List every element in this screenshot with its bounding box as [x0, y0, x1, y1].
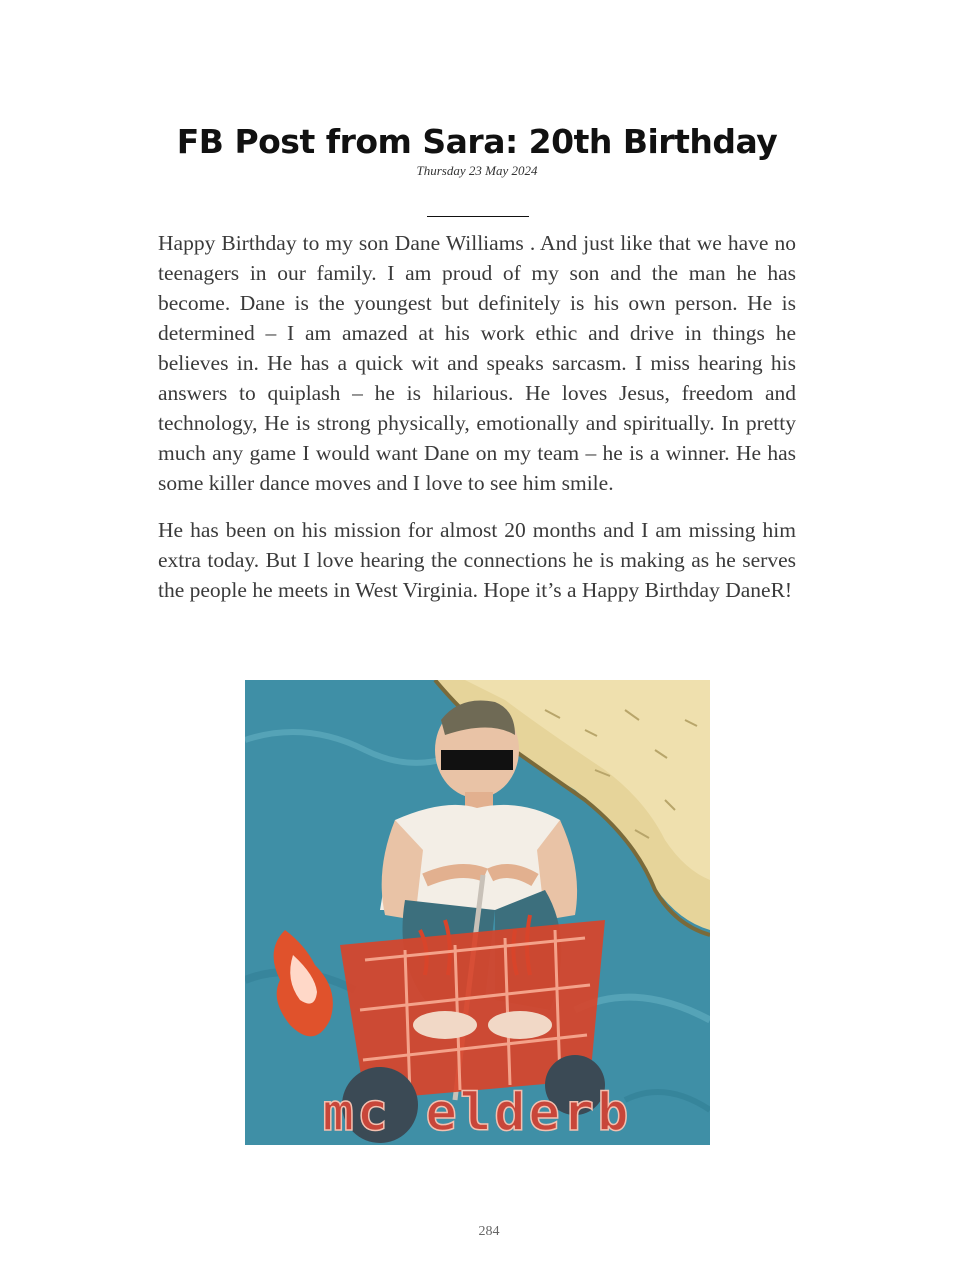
- photo-graffiti-text: mc elderb: [322, 1083, 632, 1143]
- stylized-photo: [245, 680, 710, 1145]
- post-date: Thursday 23 May 2024: [416, 163, 538, 178]
- title-divider: [427, 216, 529, 217]
- page-number: 284: [478, 1224, 500, 1239]
- page-title: FB Post from Sara: 20th Birthday: [176, 122, 778, 161]
- paragraph: Happy Birthday to my son Dane Williams . And just like that we have no teenagers in our family. I am proud of my son and the man he has become. Dane is the youngest but definitely is his own person. He is determined – I am amazed at his work ethic and drive in things he believes in. He has a quick wit and speaks sarcasm. I miss hearing his answers to quiplash – he is hilarious. He loves Jesus, freedom and technology, He is strong physically, emotionally and spiritually. In pretty much any game I would want Dane on my team – he is a winner. He has some killer dance moves and I love to see him smile.: [158, 231, 796, 495]
- post-body: [158, 228, 796, 622]
- censor-bar: [441, 750, 513, 770]
- paragraph: He has been on his mission for almost 20 months and I am missing him extra today. But I love hearing the connections he is making as he serves the people he meets in West Virginia. Hope it’s a Happy Birthday DaneR!: [158, 518, 796, 602]
